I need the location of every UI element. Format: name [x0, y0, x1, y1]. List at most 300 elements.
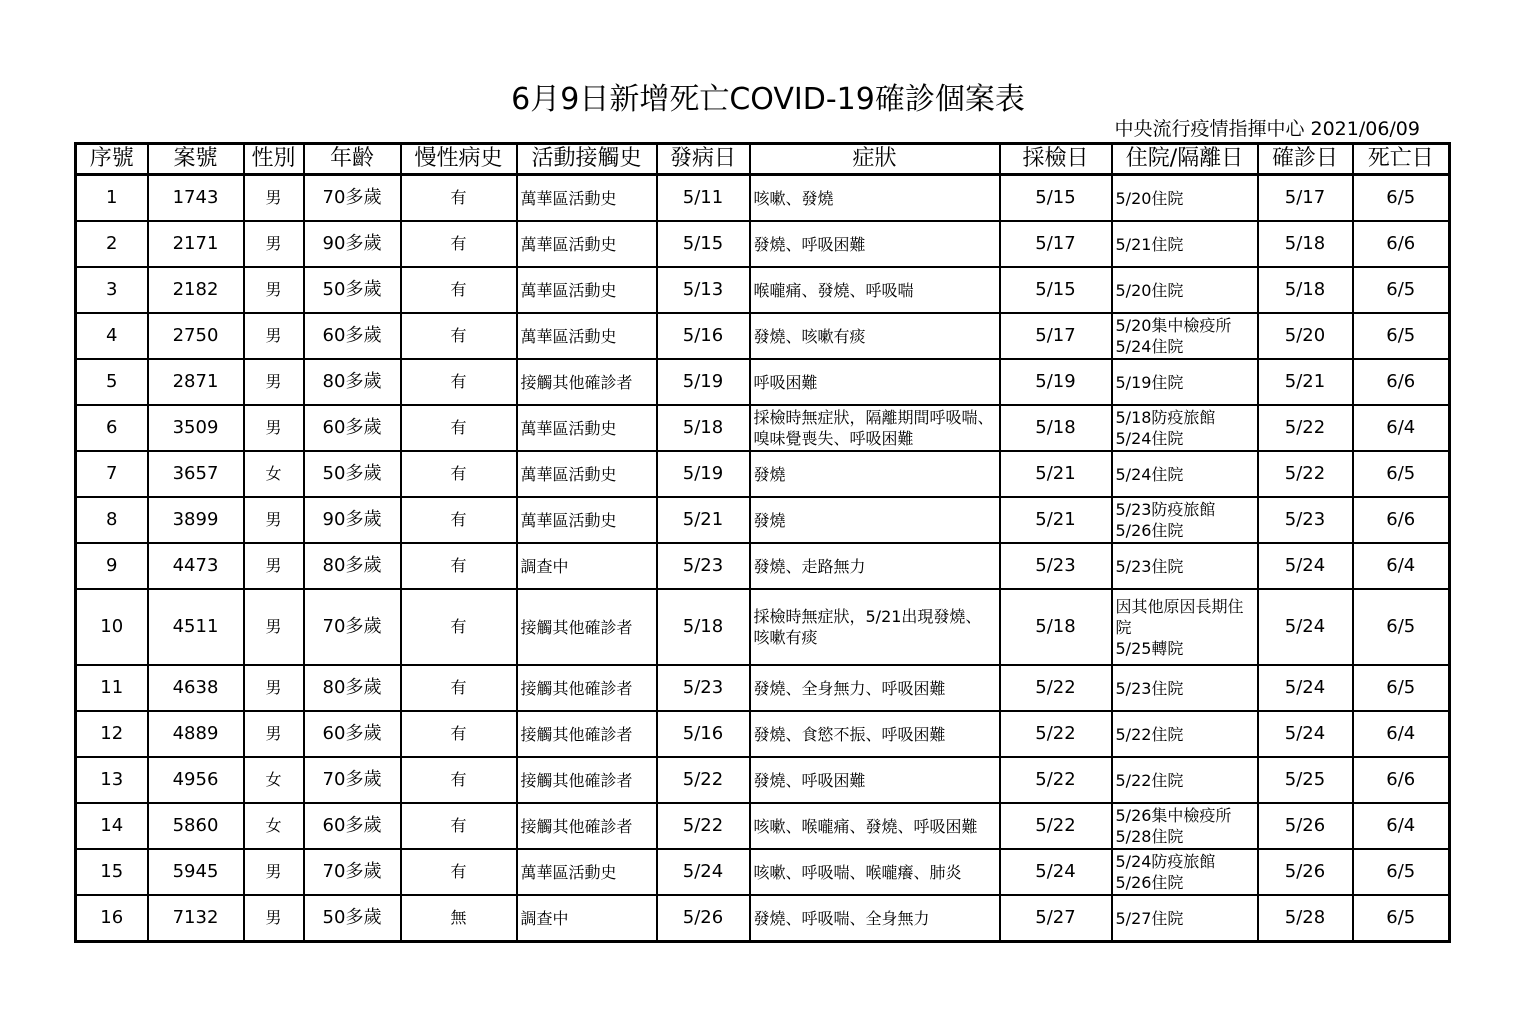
cell-age — [304, 849, 401, 895]
table-row — [76, 359, 1450, 405]
cell-age — [304, 711, 401, 757]
cell-onset — [657, 895, 750, 942]
cell-onset — [657, 665, 750, 711]
cell-case-text: 7132 — [172, 907, 219, 928]
cell-onset-text: 5/19 — [682, 463, 724, 484]
cell-symptoms — [750, 543, 1000, 589]
cell-chronic-text: 有 — [450, 188, 467, 207]
cell-case — [148, 451, 244, 497]
cell-age — [304, 757, 401, 803]
cell-hospital — [1112, 849, 1258, 895]
cell-age — [304, 221, 401, 267]
cell-no-text: 1 — [106, 187, 118, 208]
cell-symptoms — [750, 803, 1000, 849]
cell-case-text: 4638 — [172, 677, 219, 698]
cell-no-text: 8 — [106, 509, 118, 530]
cell-sample-text: 5/22 — [1035, 815, 1076, 836]
cell-no-text: 13 — [100, 769, 124, 790]
table-row — [76, 895, 1450, 942]
cell-case — [148, 405, 244, 451]
cell-sample — [1000, 175, 1112, 222]
cell-death — [1353, 497, 1450, 543]
cell-no — [76, 543, 148, 589]
cell-confirm-text: 5/17 — [1284, 187, 1326, 208]
cell-sample — [1000, 849, 1112, 895]
cell-sex-text: 女 — [265, 770, 282, 789]
cell-age — [304, 359, 401, 405]
cell-sample — [1000, 221, 1112, 267]
cell-death — [1353, 711, 1450, 757]
cell-sample — [1000, 359, 1112, 405]
cell-case-text: 3509 — [172, 417, 219, 438]
cell-age-text: 70多歲 — [322, 769, 382, 790]
cell-no — [76, 589, 148, 665]
cell-symptoms — [750, 711, 1000, 757]
cell-symptoms — [750, 497, 1000, 543]
cell-symptoms-text: 咳嗽、呼吸喘、喉嚨癢、肺炎 — [753, 862, 962, 882]
cell-chronic — [401, 895, 517, 942]
cell-activity-text: 萬華區活動史 — [520, 280, 617, 300]
cell-chronic — [401, 757, 517, 803]
cell-symptoms-text: 發燒、咳嗽有痰 — [753, 326, 866, 346]
cell-no — [76, 711, 148, 757]
cell-confirm-text: 5/24 — [1284, 616, 1326, 637]
cell-symptoms — [750, 313, 1000, 359]
header-confirm: 確診日 — [1258, 144, 1353, 175]
cell-sex — [244, 175, 304, 222]
cell-symptoms — [750, 895, 1000, 942]
cell-sex-text: 男 — [265, 510, 282, 529]
cell-confirm — [1258, 497, 1353, 543]
cell-sample-text: 5/17 — [1035, 233, 1076, 254]
cell-sample-text: 5/23 — [1035, 555, 1076, 576]
cell-sex — [244, 895, 304, 942]
cell-symptoms — [750, 221, 1000, 267]
cell-sample-text: 5/24 — [1035, 861, 1076, 882]
cell-case — [148, 803, 244, 849]
cell-onset — [657, 359, 750, 405]
cell-sample — [1000, 895, 1112, 942]
cell-sample-text: 5/21 — [1035, 509, 1076, 530]
cell-onset-text: 5/13 — [682, 279, 724, 300]
cell-symptoms-text: 喉嚨痛、發燒、呼吸喘 — [753, 280, 914, 300]
cell-confirm — [1258, 665, 1353, 711]
cell-activity — [517, 849, 657, 895]
header-symptoms: 症狀 — [750, 144, 1000, 175]
cell-sample-text: 5/15 — [1035, 187, 1076, 208]
cell-hospital — [1112, 895, 1258, 942]
cell-sex-text: 男 — [265, 372, 282, 391]
cell-no-text: 14 — [100, 815, 124, 836]
cell-hospital — [1112, 711, 1258, 757]
header-sex: 性別 — [244, 144, 304, 175]
table-row — [76, 405, 1450, 451]
cell-onset — [657, 221, 750, 267]
cell-hospital — [1112, 405, 1258, 451]
cell-age-text: 60多歲 — [322, 723, 382, 744]
cell-activity — [517, 543, 657, 589]
table-row — [76, 543, 1450, 589]
cell-case-text: 4956 — [172, 769, 219, 790]
cell-onset — [657, 497, 750, 543]
cell-no — [76, 405, 148, 451]
cell-no-text: 7 — [106, 463, 118, 484]
cell-chronic — [401, 221, 517, 267]
cell-sample — [1000, 497, 1112, 543]
cell-case — [148, 175, 244, 222]
cell-confirm — [1258, 849, 1353, 895]
header-sample: 採檢日 — [1000, 144, 1112, 175]
cell-sex — [244, 405, 304, 451]
cell-activity-text: 接觸其他確診者 — [520, 816, 633, 836]
cell-confirm — [1258, 711, 1353, 757]
cell-confirm-text: 5/18 — [1284, 233, 1326, 254]
cell-symptoms — [750, 267, 1000, 313]
table-row — [76, 497, 1450, 543]
cell-activity — [517, 757, 657, 803]
cell-sample — [1000, 803, 1112, 849]
header-onset: 發病日 — [657, 144, 750, 175]
cell-age — [304, 175, 401, 222]
cell-sex — [244, 313, 304, 359]
cell-death-text: 6/5 — [1386, 677, 1416, 698]
cell-case — [148, 665, 244, 711]
cell-onset-text: 5/18 — [682, 616, 724, 637]
cell-onset — [657, 849, 750, 895]
cell-death — [1353, 451, 1450, 497]
cell-onset — [657, 711, 750, 757]
cell-death — [1353, 895, 1450, 942]
cell-death-text: 6/5 — [1386, 463, 1416, 484]
cell-chronic — [401, 497, 517, 543]
cell-confirm-text: 5/21 — [1284, 371, 1326, 392]
cell-hospital — [1112, 543, 1258, 589]
table-row — [76, 589, 1450, 665]
table-body — [76, 175, 1450, 942]
cell-age-text: 70多歲 — [322, 187, 382, 208]
table-row — [76, 221, 1450, 267]
cell-activity — [517, 405, 657, 451]
cell-case-text: 3657 — [172, 463, 219, 484]
cell-confirm — [1258, 589, 1353, 665]
cell-age — [304, 665, 401, 711]
cell-onset — [657, 313, 750, 359]
table-row — [76, 711, 1450, 757]
cell-age-text: 50多歲 — [322, 907, 382, 928]
cell-activity-text: 接觸其他確診者 — [520, 678, 633, 698]
cell-symptoms-text: 發燒 — [753, 464, 786, 484]
cell-confirm — [1258, 405, 1353, 451]
cell-sample — [1000, 543, 1112, 589]
cell-onset — [657, 451, 750, 497]
cell-chronic-text: 有 — [450, 617, 467, 636]
cell-confirm-text: 5/22 — [1284, 463, 1326, 484]
cell-confirm-text: 5/28 — [1284, 907, 1326, 928]
cell-no-text: 5 — [106, 371, 118, 392]
cell-symptoms — [750, 757, 1000, 803]
cell-death-text: 6/4 — [1386, 723, 1416, 744]
cell-activity — [517, 451, 657, 497]
cell-hospital-text: 5/20住院 — [1115, 280, 1184, 300]
cell-death-text: 6/4 — [1386, 417, 1416, 438]
cell-death — [1353, 359, 1450, 405]
cell-confirm-text: 5/24 — [1284, 555, 1326, 576]
cell-death-text: 6/5 — [1386, 616, 1416, 637]
cell-death-text: 6/4 — [1386, 815, 1416, 836]
table-row — [76, 803, 1450, 849]
cell-age-text: 90多歲 — [322, 509, 382, 530]
cell-case — [148, 895, 244, 942]
cell-death — [1353, 313, 1450, 359]
cell-no-text: 4 — [106, 325, 118, 346]
cell-death — [1353, 757, 1450, 803]
table-row — [76, 757, 1450, 803]
cell-no-text: 15 — [100, 861, 124, 882]
cell-hospital-text: 5/28住院 — [1115, 827, 1184, 846]
cell-case — [148, 711, 244, 757]
cell-confirm — [1258, 895, 1353, 942]
cell-chronic-text: 有 — [450, 556, 467, 575]
cell-sex-text: 男 — [265, 724, 282, 743]
cell-onset — [657, 405, 750, 451]
cell-case-text: 4473 — [172, 555, 219, 576]
cell-death-text: 6/4 — [1386, 555, 1416, 576]
cell-sex-text: 男 — [265, 234, 282, 253]
cell-confirm — [1258, 757, 1353, 803]
cell-age — [304, 267, 401, 313]
cell-activity-text: 接觸其他確診者 — [520, 617, 633, 637]
cell-sample — [1000, 589, 1112, 665]
case-table — [74, 142, 1451, 943]
cell-activity-text: 調查中 — [520, 556, 569, 576]
cell-confirm-text: 5/20 — [1284, 325, 1326, 346]
cell-sex — [244, 221, 304, 267]
cell-no — [76, 849, 148, 895]
cell-chronic — [401, 359, 517, 405]
cell-symptoms-text: 發燒、走路無力 — [753, 556, 866, 576]
cell-chronic — [401, 405, 517, 451]
cell-case-text: 2182 — [172, 279, 219, 300]
cell-onset — [657, 803, 750, 849]
cell-age-text: 90多歲 — [322, 233, 382, 254]
cell-symptoms — [750, 849, 1000, 895]
cell-hospital — [1112, 221, 1258, 267]
cell-sex-text: 男 — [265, 280, 282, 299]
cell-age-text: 80多歲 — [322, 677, 382, 698]
cell-activity-text: 萬華區活動史 — [520, 234, 617, 254]
cell-no-text: 16 — [100, 907, 124, 928]
cell-chronic — [401, 803, 517, 849]
cell-death — [1353, 267, 1450, 313]
cell-activity — [517, 803, 657, 849]
cell-confirm — [1258, 359, 1353, 405]
cell-symptoms — [750, 665, 1000, 711]
cell-onset-text: 5/18 — [682, 417, 724, 438]
cell-confirm — [1258, 267, 1353, 313]
header-chronic: 慢性病史 — [401, 144, 517, 175]
cell-symptoms-text: 呼吸困難 — [753, 372, 818, 392]
cell-chronic-text: 有 — [450, 234, 467, 253]
cell-chronic — [401, 543, 517, 589]
cell-age — [304, 313, 401, 359]
cell-chronic-text: 有 — [450, 816, 467, 835]
cell-activity — [517, 221, 657, 267]
cell-symptoms-text: 發燒、全身無力、呼吸困難 — [753, 678, 946, 698]
cell-activity — [517, 175, 657, 222]
cell-onset-text: 5/26 — [682, 907, 724, 928]
cell-confirm — [1258, 175, 1353, 222]
cell-age — [304, 895, 401, 942]
cell-activity — [517, 497, 657, 543]
cell-chronic-text: 無 — [450, 908, 467, 927]
cell-symptoms — [750, 451, 1000, 497]
cell-activity — [517, 267, 657, 313]
cell-death-text: 6/6 — [1386, 233, 1416, 254]
cell-age — [304, 589, 401, 665]
cell-death — [1353, 849, 1450, 895]
cell-no — [76, 313, 148, 359]
cell-onset-text: 5/22 — [682, 769, 724, 790]
cell-symptoms-text: 發燒、食慾不振、呼吸困難 — [753, 724, 946, 744]
cell-chronic-text: 有 — [450, 418, 467, 437]
cell-sample — [1000, 313, 1112, 359]
cell-chronic — [401, 711, 517, 757]
cell-symptoms-text: 發燒、呼吸喘、全身無力 — [753, 908, 930, 928]
cell-death-text: 6/5 — [1386, 861, 1416, 882]
cell-activity-text: 萬華區活動史 — [520, 510, 617, 530]
table-header-row — [76, 144, 1450, 175]
cell-case — [148, 313, 244, 359]
cell-case-text: 4511 — [172, 616, 219, 637]
cell-no-text: 10 — [100, 616, 124, 637]
cell-sex-text: 男 — [265, 326, 282, 345]
cell-case — [148, 497, 244, 543]
cell-hospital — [1112, 175, 1258, 222]
cell-hospital-text: 5/24住院 — [1115, 429, 1184, 448]
cell-case — [148, 757, 244, 803]
cell-no — [76, 803, 148, 849]
cell-death — [1353, 589, 1450, 665]
cell-hospital — [1112, 497, 1258, 543]
cell-onset-text: 5/15 — [682, 233, 724, 254]
cell-sex — [244, 359, 304, 405]
cell-confirm — [1258, 803, 1353, 849]
cell-age-text: 80多歲 — [322, 555, 382, 576]
cell-sample-text: 5/19 — [1035, 371, 1076, 392]
cell-confirm — [1258, 451, 1353, 497]
cell-chronic-text: 有 — [450, 678, 467, 697]
cell-age-text: 50多歲 — [322, 463, 382, 484]
cell-no — [76, 895, 148, 942]
cell-onset — [657, 589, 750, 665]
cell-sex — [244, 665, 304, 711]
cell-case — [148, 543, 244, 589]
cell-symptoms — [750, 405, 1000, 451]
cell-sex-text: 男 — [265, 862, 282, 881]
cell-age — [304, 451, 401, 497]
cell-hospital-text: 5/23住院 — [1115, 556, 1184, 576]
cell-sample — [1000, 451, 1112, 497]
cell-case — [148, 267, 244, 313]
cell-hospital — [1112, 267, 1258, 313]
cell-activity-text: 萬華區活動史 — [520, 188, 617, 208]
cell-no-text: 6 — [106, 417, 118, 438]
cell-confirm-text: 5/22 — [1284, 417, 1326, 438]
cell-onset-text: 5/22 — [682, 815, 724, 836]
cell-sex — [244, 267, 304, 313]
cell-confirm — [1258, 313, 1353, 359]
cell-symptoms-text: 咳嗽、喉嚨痛、發燒、呼吸困難 — [753, 816, 978, 836]
cell-confirm-text: 5/26 — [1284, 815, 1326, 836]
cell-age — [304, 405, 401, 451]
cell-sex-text: 男 — [265, 617, 282, 636]
cell-age-text: 80多歲 — [322, 371, 382, 392]
cell-case-text: 5945 — [172, 861, 219, 882]
cell-hospital-text: 5/20住院 — [1115, 188, 1184, 208]
cell-no — [76, 221, 148, 267]
cell-sex — [244, 711, 304, 757]
cell-confirm-text: 5/26 — [1284, 861, 1326, 882]
cell-hospital-text: 5/18防疫旅館 — [1115, 408, 1216, 427]
cell-sex — [244, 451, 304, 497]
cell-sample — [1000, 405, 1112, 451]
header-age: 年齡 — [304, 144, 401, 175]
cell-activity-text: 萬華區活動史 — [520, 418, 617, 438]
cell-case — [148, 849, 244, 895]
table-row — [76, 267, 1450, 313]
cell-death-text: 6/6 — [1386, 509, 1416, 530]
cell-sample-text: 5/18 — [1035, 616, 1076, 637]
cell-case — [148, 359, 244, 405]
cell-case — [148, 589, 244, 665]
cell-onset-text: 5/23 — [682, 677, 724, 698]
cell-symptoms-text: 發燒、呼吸困難 — [753, 234, 866, 254]
cell-activity-text: 接觸其他確診者 — [520, 724, 633, 744]
cell-sample-text: 5/22 — [1035, 677, 1076, 698]
cell-no — [76, 175, 148, 222]
cell-age — [304, 497, 401, 543]
cell-hospital — [1112, 803, 1258, 849]
cell-chronic — [401, 267, 517, 313]
cell-chronic-text: 有 — [450, 510, 467, 529]
cell-death-text: 6/6 — [1386, 371, 1416, 392]
cell-onset-text: 5/16 — [682, 325, 724, 346]
cell-age — [304, 543, 401, 589]
document-title: 6月9日新增死亡COVID-19確診個案表 — [511, 82, 1025, 117]
table-row — [76, 665, 1450, 711]
table-row — [76, 313, 1450, 359]
cell-hospital-text: 5/24住院 — [1115, 337, 1184, 356]
cell-symptoms — [750, 175, 1000, 222]
cell-hospital-text: 5/25轉院 — [1115, 638, 1184, 658]
cell-death — [1353, 221, 1450, 267]
cell-activity — [517, 359, 657, 405]
cell-age-text: 70多歲 — [322, 861, 382, 882]
cell-age-text: 60多歲 — [322, 325, 382, 346]
cell-hospital — [1112, 589, 1258, 665]
cell-death — [1353, 665, 1450, 711]
cell-activity-text: 接觸其他確診者 — [520, 372, 633, 392]
cell-sex-text: 男 — [265, 418, 282, 437]
cell-no-text: 9 — [106, 555, 118, 576]
cell-hospital-text: 5/22住院 — [1115, 724, 1184, 744]
cell-confirm-text: 5/18 — [1284, 279, 1326, 300]
cell-confirm-text: 5/25 — [1284, 769, 1326, 790]
cell-activity — [517, 665, 657, 711]
cell-confirm-text: 5/23 — [1284, 509, 1326, 530]
cell-hospital-text: 5/23住院 — [1115, 678, 1184, 698]
cell-symptoms-text: 發燒、呼吸困難 — [753, 770, 866, 790]
